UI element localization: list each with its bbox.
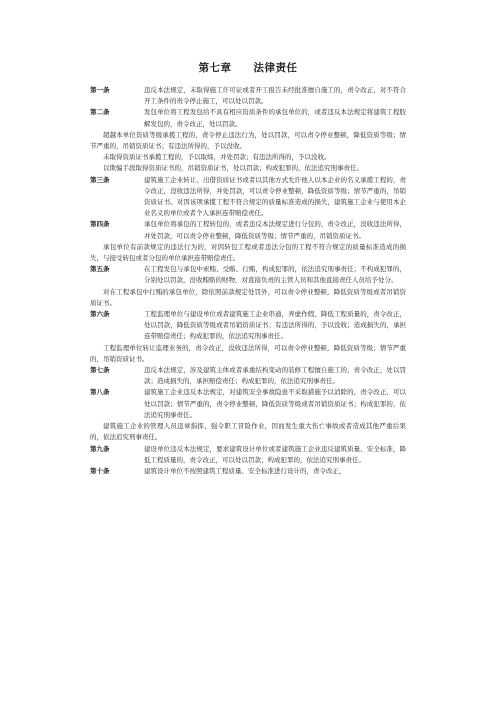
article-label: 第二条 — [90, 108, 110, 117]
article-9 — [90, 264, 406, 286]
article-text: 工程监理单位与建设单位或者建筑施工企业串通，弄虚作假、降低工程质量的，责令改正，处以罚款，降低资质等级或者吊销资质证书；有违法所得的，予以没收；造成损失的，承担连带赔偿责任；构成犯罪的，依法追究刑事责任。 — [144, 310, 406, 341]
article-text: 违反本法规定，未取得施工许可证或者开工报告未经批准擅自施工的，责令改正，对不符合开工条件的责令停止施工，可以处以罚款。 — [144, 86, 406, 106]
article-text: 违反本法规定，涉及建筑主体或者承重结构变动的装修工程擅自施工的，责令改正，处以罚款；造成损失的，承担赔偿责任；构成犯罪的，依法追究刑事责任。 — [144, 366, 406, 386]
article-label: 第九条 — [90, 444, 110, 453]
article-text: 建筑施工企业转让、出借资质证书或者以其他方式允许他人以本企业的名义承揽工程的，责令改正，没收违法所得，并处罚款，可以责令停业整顿，降低资质等级；情节严重的，吊销资质证书。对因该项承揽工程不符合规定的质量标准造成的损失，建筑施工企业与使用本企业名义的单位或者个人承担连带赔偿责任。 — [144, 175, 406, 218]
article-text: 建筑设计单位不按照建筑工程质量、安全标准进行设计的，责令改正， — [144, 466, 346, 475]
paragraph: 承包单位有前款规定的违法行为的，对因转包工程或者违法分包的工程不符合规定的质量标准造成的损失，与接受转包或者分包的单位承担连带赔偿责任。 — [90, 242, 406, 263]
article-label: 第五条 — [90, 265, 110, 274]
paragraph: 工程监理单位转让监理业务的，责令改正，没收违法所得，可以责令停业整顿，降低资质等级；情节严重的，吊销资质证书。 — [90, 343, 406, 363]
article-label: 第三条 — [90, 175, 110, 184]
article-label: 第八条 — [90, 388, 110, 397]
article-text: 发包单位将工程发包给不具有相应资质条件的承包单位的，或者违反本法规定将建筑工程肢解发包的，责令改正，处以罚款。 — [144, 108, 406, 128]
article-label: 第四条 — [90, 220, 110, 229]
article-14 — [90, 387, 406, 421]
page-bottom-edge — [0, 696, 496, 702]
paragraph: 超越本单位资质等级承揽工程的，责令停止违法行为，处以罚款，可以责令停业整顿，降低资质等级；情节严重的，吊销资质证书；有违法所得的，予以没收。 — [90, 130, 406, 151]
paragraph: 以欺骗手段取得资质证书的，吊销资质证书，处以罚款；构成犯罪的，依法追究刑事责任。 — [103, 164, 363, 173]
article-label: 第十条 — [90, 466, 110, 475]
paragraph: 对在工程承包中行贿的承包单位，除依照前款规定处罚外，可以责令停业整顿，降低资质等级或者吊销资质证书。 — [90, 287, 406, 307]
article-text: 建筑施工企业违反本法规定，对建筑安全事故隐患不采取措施予以消除的，责令改正，可以处以罚款；情节严重的，责令停业整顿，降低资质等级或者吊销资质证书；构成犯罪的，依法追究刑事责任。 — [144, 388, 406, 419]
article-text: 承包单位将承包的工程转包的，或者违反本法规定进行分包的，责令改正，没收违法所得，并处罚款，可以责令停业整顿，降低资质等级；情节严重的，吊销资质证书。 — [144, 220, 406, 240]
article-label: 第七条 — [90, 366, 110, 375]
article-1 — [90, 85, 406, 107]
article-6 — [90, 175, 406, 220]
article-11 — [90, 309, 406, 343]
document-content — [90, 62, 406, 477]
article-label: 第六条 — [90, 310, 110, 319]
article-13 — [90, 365, 406, 387]
chapter-title: 第七章 法律责任 — [198, 62, 298, 74]
article-text: 建设单位违反本法规定，要求建筑设计单位或者建筑施工企业违反建筑质量、安全标准，降低工程质量的，责令改正，可以处以罚款；构成犯罪的，依法追究刑事责任。 — [144, 444, 406, 464]
paragraph: 未取得资质证书承揽工程的，予以取缔，并处罚款；有违法所得的，予以没收。 — [103, 153, 331, 162]
paragraph: 建筑施工企业的管理人员违章指挥、强令职工冒险作业，因而发生重大伤亡事故或者造成其他严重后果的，依法追究刑事责任。 — [90, 422, 406, 442]
article-7 — [90, 219, 406, 241]
article-17 — [90, 466, 406, 477]
article-label: 第一条 — [90, 86, 110, 94]
article-list — [90, 85, 406, 477]
article-2 — [90, 107, 406, 129]
article-text: 在工程发包与承包中索贿、受贿、行贿，构成犯罪的，依法追究刑事责任；不构成犯罪的，分别处以罚款，没收贿赂的财物，对直接负责的主管人员和其他直接责任人员给予处分。 — [144, 265, 406, 285]
article-16 — [90, 444, 406, 466]
